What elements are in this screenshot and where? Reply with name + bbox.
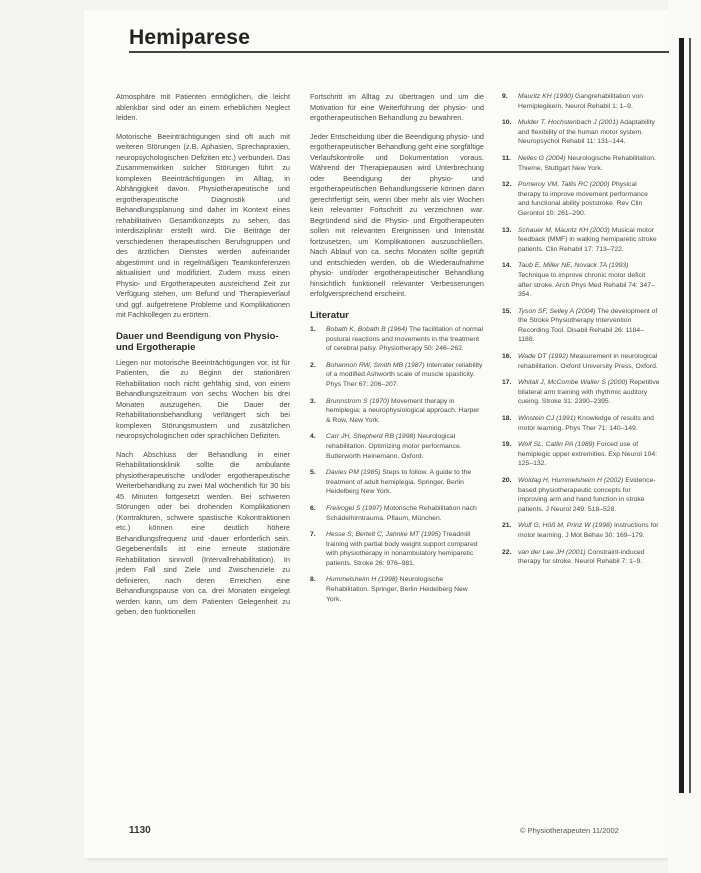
binding-edge [679, 38, 684, 793]
body-paragraph: Motorische Beeinträchtigungen sind oft auch mit weiteren Störungen (z.B. Aphasien, Sprechapraxien, neuropsychologischen Defiziten etc.) verbunden. Das Zusammenwirken solcher Störungen führt zu komplexen Beeinträchtigungen im Alltag, in Abhängigkeit davon. Physiotherapeutische und ergotherapeutische Diagnostik und Behandlungsplanung sind daher im Kontext eines rehabilitativen Gesamtkonzepts zu sehen, das interdisziplinär erstellt wird. Die Beiträge der verschiedenen therapeutischen Berufsgruppen und des ärztlichen Dienstes werden aufeinander abgestimmt und in regelmäßigen Teamkonferenzen aktualisiert und modifiziert. Zudem muss einen Physio- und Ergotherapeuten ausreichend Zeit zur Verfügung stehen, um Befund und Therapieverlauf und ggf. aufgetretene Probleme und Komplikationen mit Fachkollegen zu erörtern. [116, 131, 290, 319]
journal-footer: © Physiotherapeuten 11/2002 [520, 826, 619, 835]
reference-authors: Pomeroy VM, Tallis RC (2000) [518, 181, 610, 189]
reference-item [502, 154, 660, 173]
reference-authors: Bohannon RW, Smith MB (1987) [326, 361, 425, 369]
reference-title: Instructions for motor learning. J Mot Behav 30: 169–179. [518, 522, 659, 539]
reference-title: Motorische Rehabilitation nach Schädelhirntrauma. Pflaum, München. [326, 504, 477, 522]
reference-number: 19. [502, 441, 512, 449]
reference-title: Knowledge of results and motor learning. Phys Ther 71: 140–149. [518, 415, 654, 432]
reference-number: 14. [502, 262, 512, 270]
body-paragraph: Fortschritt im Alltag zu übertragen und um die Motivation für eine Weiterführung der physio- und ergotherapeutischen Behandlung zu bewahren. [310, 92, 484, 122]
reference-item [502, 378, 660, 407]
column-left [116, 92, 290, 626]
reference-authors: Davies PM (1985) [326, 469, 381, 477]
reference-title: Neurological rehabilitation. Optimizing motor performance. Butterworth Heinemann, Oxford. [326, 433, 462, 460]
binding-edge-secondary [689, 38, 691, 793]
reference-title: The facilitation of normal postural reactions and movements in the treatment of cerebral palsy. Physiotherapy 50: 246–262. [326, 326, 484, 353]
reference-number: 13. [502, 226, 512, 234]
reference-number: 3. [310, 397, 316, 405]
reference-authors: Winstein CJ (1991) [518, 415, 576, 423]
reference-title: Physical therapy to improve movement performance and functional ability poststroke. Rev Clin Gerontol 10: 261–290. [518, 181, 648, 217]
body-paragraph: Liegen nur motorische Beeinträchtigungen vor, ist für Patienten, die zu Beginn der stationären Rehabilitation noch nicht gehfähig sind, von einem Behandlungszeitraum von sechs Wochen bis drei Monaten auszugehen. Die Dauer der Rehabilitationsbehandlung verlängert sich bei komplexen Störungsmustern und zusätzlichen neuropsychologischen oder sprachlichen Defiziten. [116, 357, 290, 440]
reference-number: 21. [502, 522, 512, 530]
reference-item [502, 414, 660, 433]
reference-authors: Wulf G, Höß M, Prinz W (1998) [518, 522, 613, 530]
reference-item [310, 432, 484, 461]
reference-title: Gangrehabilitation von Hemiplegikern. Neurol Rehabil 1: 1–9. [518, 93, 644, 110]
reference-item [502, 92, 660, 111]
reference-title: Steps to follow. A guide to the treatment of adult hemiplegia. Springer, Berlin Heidelberg New York. [326, 469, 472, 496]
reference-number: 5. [310, 469, 316, 477]
reference-title: Measurement in neurological rehabilitation. Oxford University Press, Oxford. [518, 353, 658, 370]
reference-item [310, 361, 484, 390]
body-paragraph: Jeder Entscheidung über die Beendigung physio- und ergotherapeutischer Behandlung geht eine sorgfältige Verlaufskontrolle und Dokumentation voraus. Während der Therapiepausen wird Unterbrechung oder Beendigung der physio- und ergotherapeutischen Behandlungsserie können dann gerechtfertigt sein, wenn über mehr als vier Wochen kein relevanter Fortschritt zu verzeichnen war. Begründend sind die Physio- und Ergotherapeuten sollen mit relevanten Ereignissen und Intensität fortzusetzen, um Komplikationen auszuschließen. Nach Ablauf von ca. sechs Monaten sollte geprüft und entschieden werden, ob die Wiederaufnahme physio- und/oder ergotherapeutischer Behandlung hinsichtlich funktionell relevanter Verbesserungen erfolgversprechend erscheint. [310, 131, 484, 298]
reference-item [502, 476, 660, 514]
reference-number: 15. [502, 307, 512, 315]
reference-number: 18. [502, 415, 512, 423]
reference-authors: Mulder T, Hochstenbach J (2001) [518, 119, 619, 127]
reference-authors: Tyson SF, Selley A (2004) [518, 307, 596, 315]
reference-number: 2. [310, 361, 316, 369]
reference-title: Constraint-induced therapy for stroke. Neurol Rehabil 7: 1–9. [518, 548, 645, 566]
reference-item [502, 226, 660, 255]
reference-number: 7. [310, 531, 316, 539]
reference-number: 22. [502, 548, 512, 556]
reference-authors: Freivogel S (1997) [326, 504, 382, 512]
column-right [502, 92, 660, 574]
reference-number: 8. [310, 576, 316, 584]
reference-authors: Brunnstrom S (1970) [326, 397, 390, 405]
reference-authors: Wade DT (1992) [518, 353, 569, 361]
page-edge [668, 0, 701, 873]
reference-item [310, 530, 484, 568]
reference-authors: Mauritz KH (1990) [518, 93, 574, 100]
reference-authors: Nelles G (2004) [518, 154, 566, 162]
reference-number: 11. [502, 154, 512, 162]
reference-item [502, 521, 660, 540]
body-paragraph: Nach Abschluss der Behandlung in einer Rehabilitationsklinik sollte die ambulante physiotherapeutische und/oder ergotherapeutische Weiterbehandlung zu zwei Mal wöchentlich für 30 bis 45 Minuten fortgesetzt werden. Bei schweren Störungen oder bei drohenden Komplikationen (Kontrakturen, schwere spastische Kokontraktionen etc.) können eine deutlich höhere Behandlungsfrequenz und -dauer erforderlich sein. Gegebenenfalls ist eine erneute stationäre Rehabilitation sinnvoll (Intervallrehabilitation). In jedem Fall sind Ziele und Zwischenziele zu definieren, nach deren Erreichen eine Behandlungspause von ca. drei Monaten eingelegt werden kann, um dem Patienten Gelegenheit zu geben, den funktionellen [116, 449, 290, 616]
reference-number: 16. [502, 353, 512, 361]
reference-authors: Bobath K, Bobath B (1964) [326, 326, 408, 333]
reference-item [310, 397, 484, 426]
reference-item [502, 548, 660, 567]
reference-number: 12. [502, 181, 512, 189]
reference-number: 17. [502, 379, 512, 387]
reference-title: Interrater reliability of a modified Ashworth scale of muscle spasticity. Phys Ther 67: 206–207. [326, 361, 483, 388]
reference-number: 10. [502, 119, 512, 127]
reference-authors: Hummelsheim H (1998) [326, 576, 398, 584]
reference-title: Musical motor feedback (MMF) in walking hemiparetic stroke patients. Clin Rehabil 17: 713–722. [518, 226, 657, 253]
reference-authors: Woldag H, Hummelsheim H (2002) [518, 477, 624, 484]
reference-authors: Schauer M, Mauritz KH (2003) [518, 226, 610, 234]
reference-title: Neurologische Rehabilitation. Thieme, Stuttgart New York. [518, 154, 656, 172]
reference-number: 20. [502, 477, 512, 484]
reference-title: The development of the Stroke Physiotherapy Intervention Recording Tool. Disabil Rehabil 26: 1184–1188. [518, 307, 658, 344]
reference-number: 6. [310, 504, 316, 512]
reference-item [502, 307, 660, 345]
reference-title: Neurologische Rehabilitation. Springer, Berlin Heidelberg New York. [326, 576, 468, 603]
reference-item [502, 352, 660, 371]
reference-title: Movement therapy in hemiplegia: a neurophysiological approach. Harper & Row, New York. [326, 397, 480, 424]
reference-item [502, 440, 660, 469]
reference-number: 1. [310, 326, 316, 333]
reference-item [502, 118, 660, 147]
reference-item [502, 180, 660, 218]
page-title: Hemiparese [129, 26, 251, 49]
page-number: 1130 [129, 825, 151, 836]
reference-number: 4. [310, 433, 316, 441]
title-rule [129, 51, 669, 53]
reference-number: 9. [502, 93, 508, 100]
reference-title: Treadmill training with partial body weight support compared with physiotherapy in nonambulatory hemiparetic patients. Stroke 26: 976–981. [326, 531, 478, 567]
column-middle [310, 92, 484, 611]
reference-title: Forced use of hemiplegic upper extremities. Exp Neurol 104: 125–132. [518, 441, 658, 468]
reference-item [310, 325, 484, 354]
reference-item [310, 468, 484, 497]
body-paragraph: Atmosphäre mit Patienten ermöglichen, die leicht ablenkbar sind oder an einem erheblichen Neglect leiden. [116, 92, 290, 122]
reference-item [310, 575, 484, 604]
reference-authors: Wolf SL, Catlin PA (1989) [518, 441, 595, 449]
reference-title: Evidence-based physiotherapeutic concepts for improving arm and hand function in stroke patients. J Neurol 249: 518–528. [518, 477, 656, 513]
reference-title: Technique to improve chronic motor deficit after stroke. Arch Phys Med Rehabil 74: 347–354. [518, 271, 655, 299]
reference-item [310, 504, 484, 523]
literature-heading: Literatur [310, 309, 349, 321]
reference-authors: van der Lee JH (2001) [518, 548, 586, 556]
reference-title: Adaptability and flexibility of the human motor system. Neuropsychol Rehabil 11: 131–144. [518, 119, 655, 146]
reference-title: Repetitive bilateral arm training with rhythmic auditory cueing. Stroke 31: 2390–2395. [518, 379, 660, 406]
section-heading: Dauer und Beendigung von Physio- und Ergotherapie [116, 330, 279, 353]
reference-authors: Hesse S, Bertelt C, Jahnke MT (1995) [326, 531, 441, 539]
reference-authors: Taub E, Miller NE, Novack TA (1993) [518, 262, 629, 270]
reference-authors: Whitall J, McCombe Waller S (2000) [518, 379, 628, 387]
reference-item [502, 261, 660, 299]
reference-authors: Carr JH, Shepherd RB (1998) [326, 433, 416, 441]
